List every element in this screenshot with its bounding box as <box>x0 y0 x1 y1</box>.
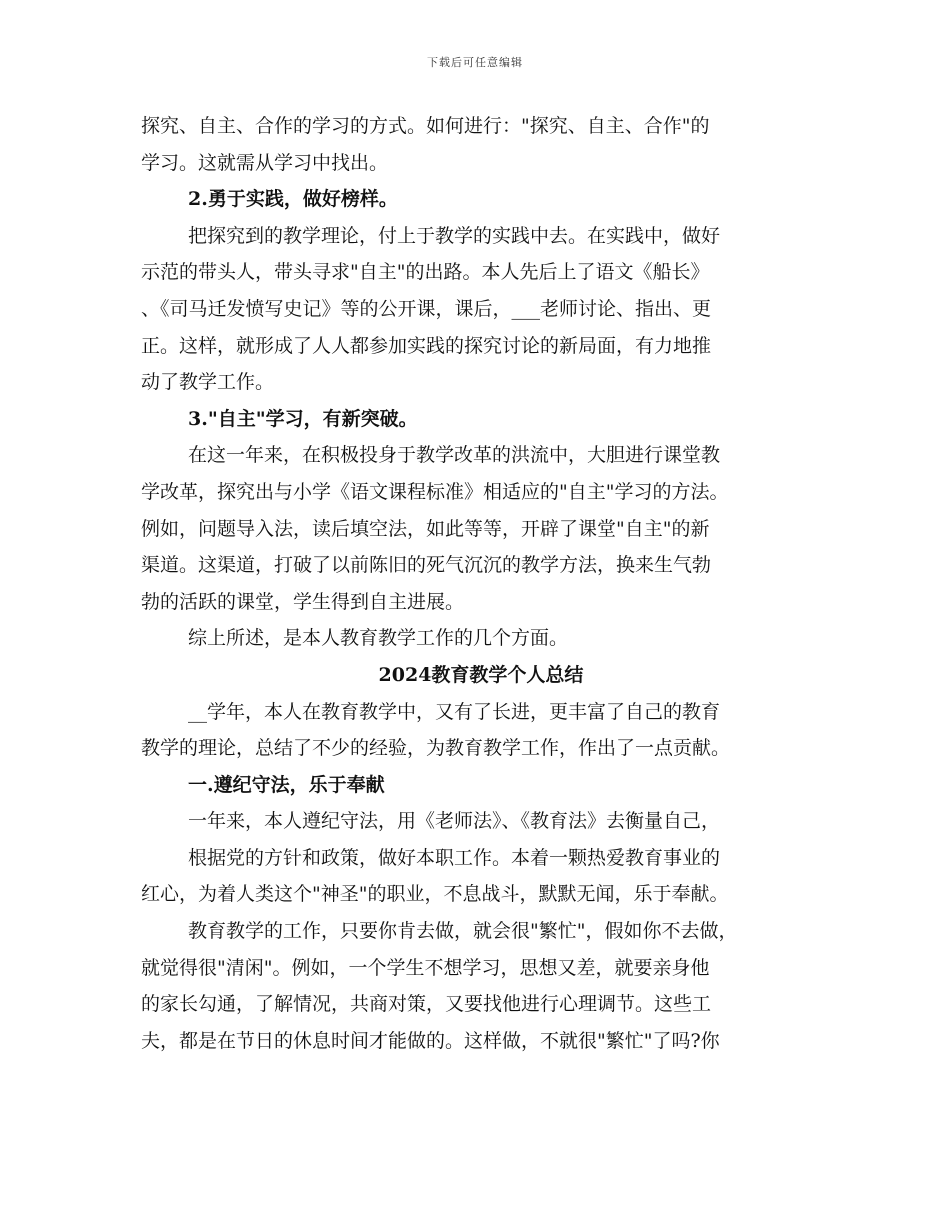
paragraph-line: 把探究到的教学理论，付上于教学的实践中去。在实践中，做好 <box>188 224 721 247</box>
paragraph-line: 教育教学的工作，只要你肯去做，就会很"繁忙"，假如你不去做， <box>188 920 738 943</box>
page-header: 下载后可任意编辑 <box>427 56 523 69</box>
paragraph-line: 在这一年来，在积极投身于教学改革的洪流中，大胆进行课堂教 <box>188 444 721 467</box>
paragraph-line: 、《司马迁发愤写史记》等的公开课，课后，___老师讨论、指出、更 <box>141 297 712 320</box>
paragraph-line: __学年，本人在教育教学中，又有了长进，更丰富了自己的教育 <box>188 700 721 723</box>
paragraph-line: 学改革，探究出与小学《语文课程标准》相适应的"自主"学习的方法。 <box>141 480 729 503</box>
paragraph-line: 动了教学工作。 <box>141 371 275 394</box>
paragraph-line: 根据党的方针和政策，做好本职工作。本着一颗热爱教育事业的 <box>188 846 721 869</box>
paragraph-line: 学习。这就需从学习中找出。 <box>141 151 389 174</box>
paragraph-line: 综上所述，是本人教育教学工作的几个方面。 <box>188 627 569 650</box>
paragraph-line: 红心，为着人类这个"神圣"的职业，不息战斗，默默无闻，乐于奉献。 <box>141 883 729 906</box>
paragraph-line: 渠道。这渠道，打破了以前陈旧的死气沉沉的教学方法，换来生气勃 <box>141 554 712 577</box>
document-title: 2024教育教学个人总结 <box>378 663 584 686</box>
paragraph-line: 勃的活跃的课堂，学生得到自主进展。 <box>141 590 465 613</box>
paragraph-line: 就觉得很"清闲"。例如，一个学生不想学习，思想又差，就要亲身他 <box>141 956 710 979</box>
section-heading: 一.遵纪守法，乐于奉献 <box>188 773 385 796</box>
paragraph-line: 的家长勾通，了解情况，共商对策，又要找他进行心理调节。这些工 <box>141 993 712 1016</box>
document-body <box>141 108 821 1059</box>
paragraph-line: 夫，都是在节日的休息时间才能做的。这样做，不就很"繁忙"了吗?你 <box>141 1029 720 1052</box>
paragraph-line: 例如，问题导入法，读后填空法，如此等等，开辟了课堂"自主"的新 <box>141 517 710 540</box>
paragraph-line: 一年来，本人遵纪守法，用《老师法》、《教育法》去衡量自己， <box>188 810 721 833</box>
paragraph-line: 教学的理论，总结了不少的经验，为教育教学工作，作出了一点贡献。 <box>141 737 731 760</box>
section-heading: 3."自主"学习，有新突破。 <box>188 407 418 430</box>
section-heading: 2.勇于实践，做好榜样。 <box>188 188 398 211</box>
paragraph-line: 示范的带头人，带头寻求"自主"的出路。本人先后上了语文《船长》 <box>141 261 710 284</box>
paragraph-line: 探究、自主、合作的学习的方式。如何进行："探究、自主、合作"的 <box>141 115 710 137</box>
paragraph-line: 正。这样，就形成了人人都参加实践的探究讨论的新局面，有力地推 <box>141 334 712 357</box>
